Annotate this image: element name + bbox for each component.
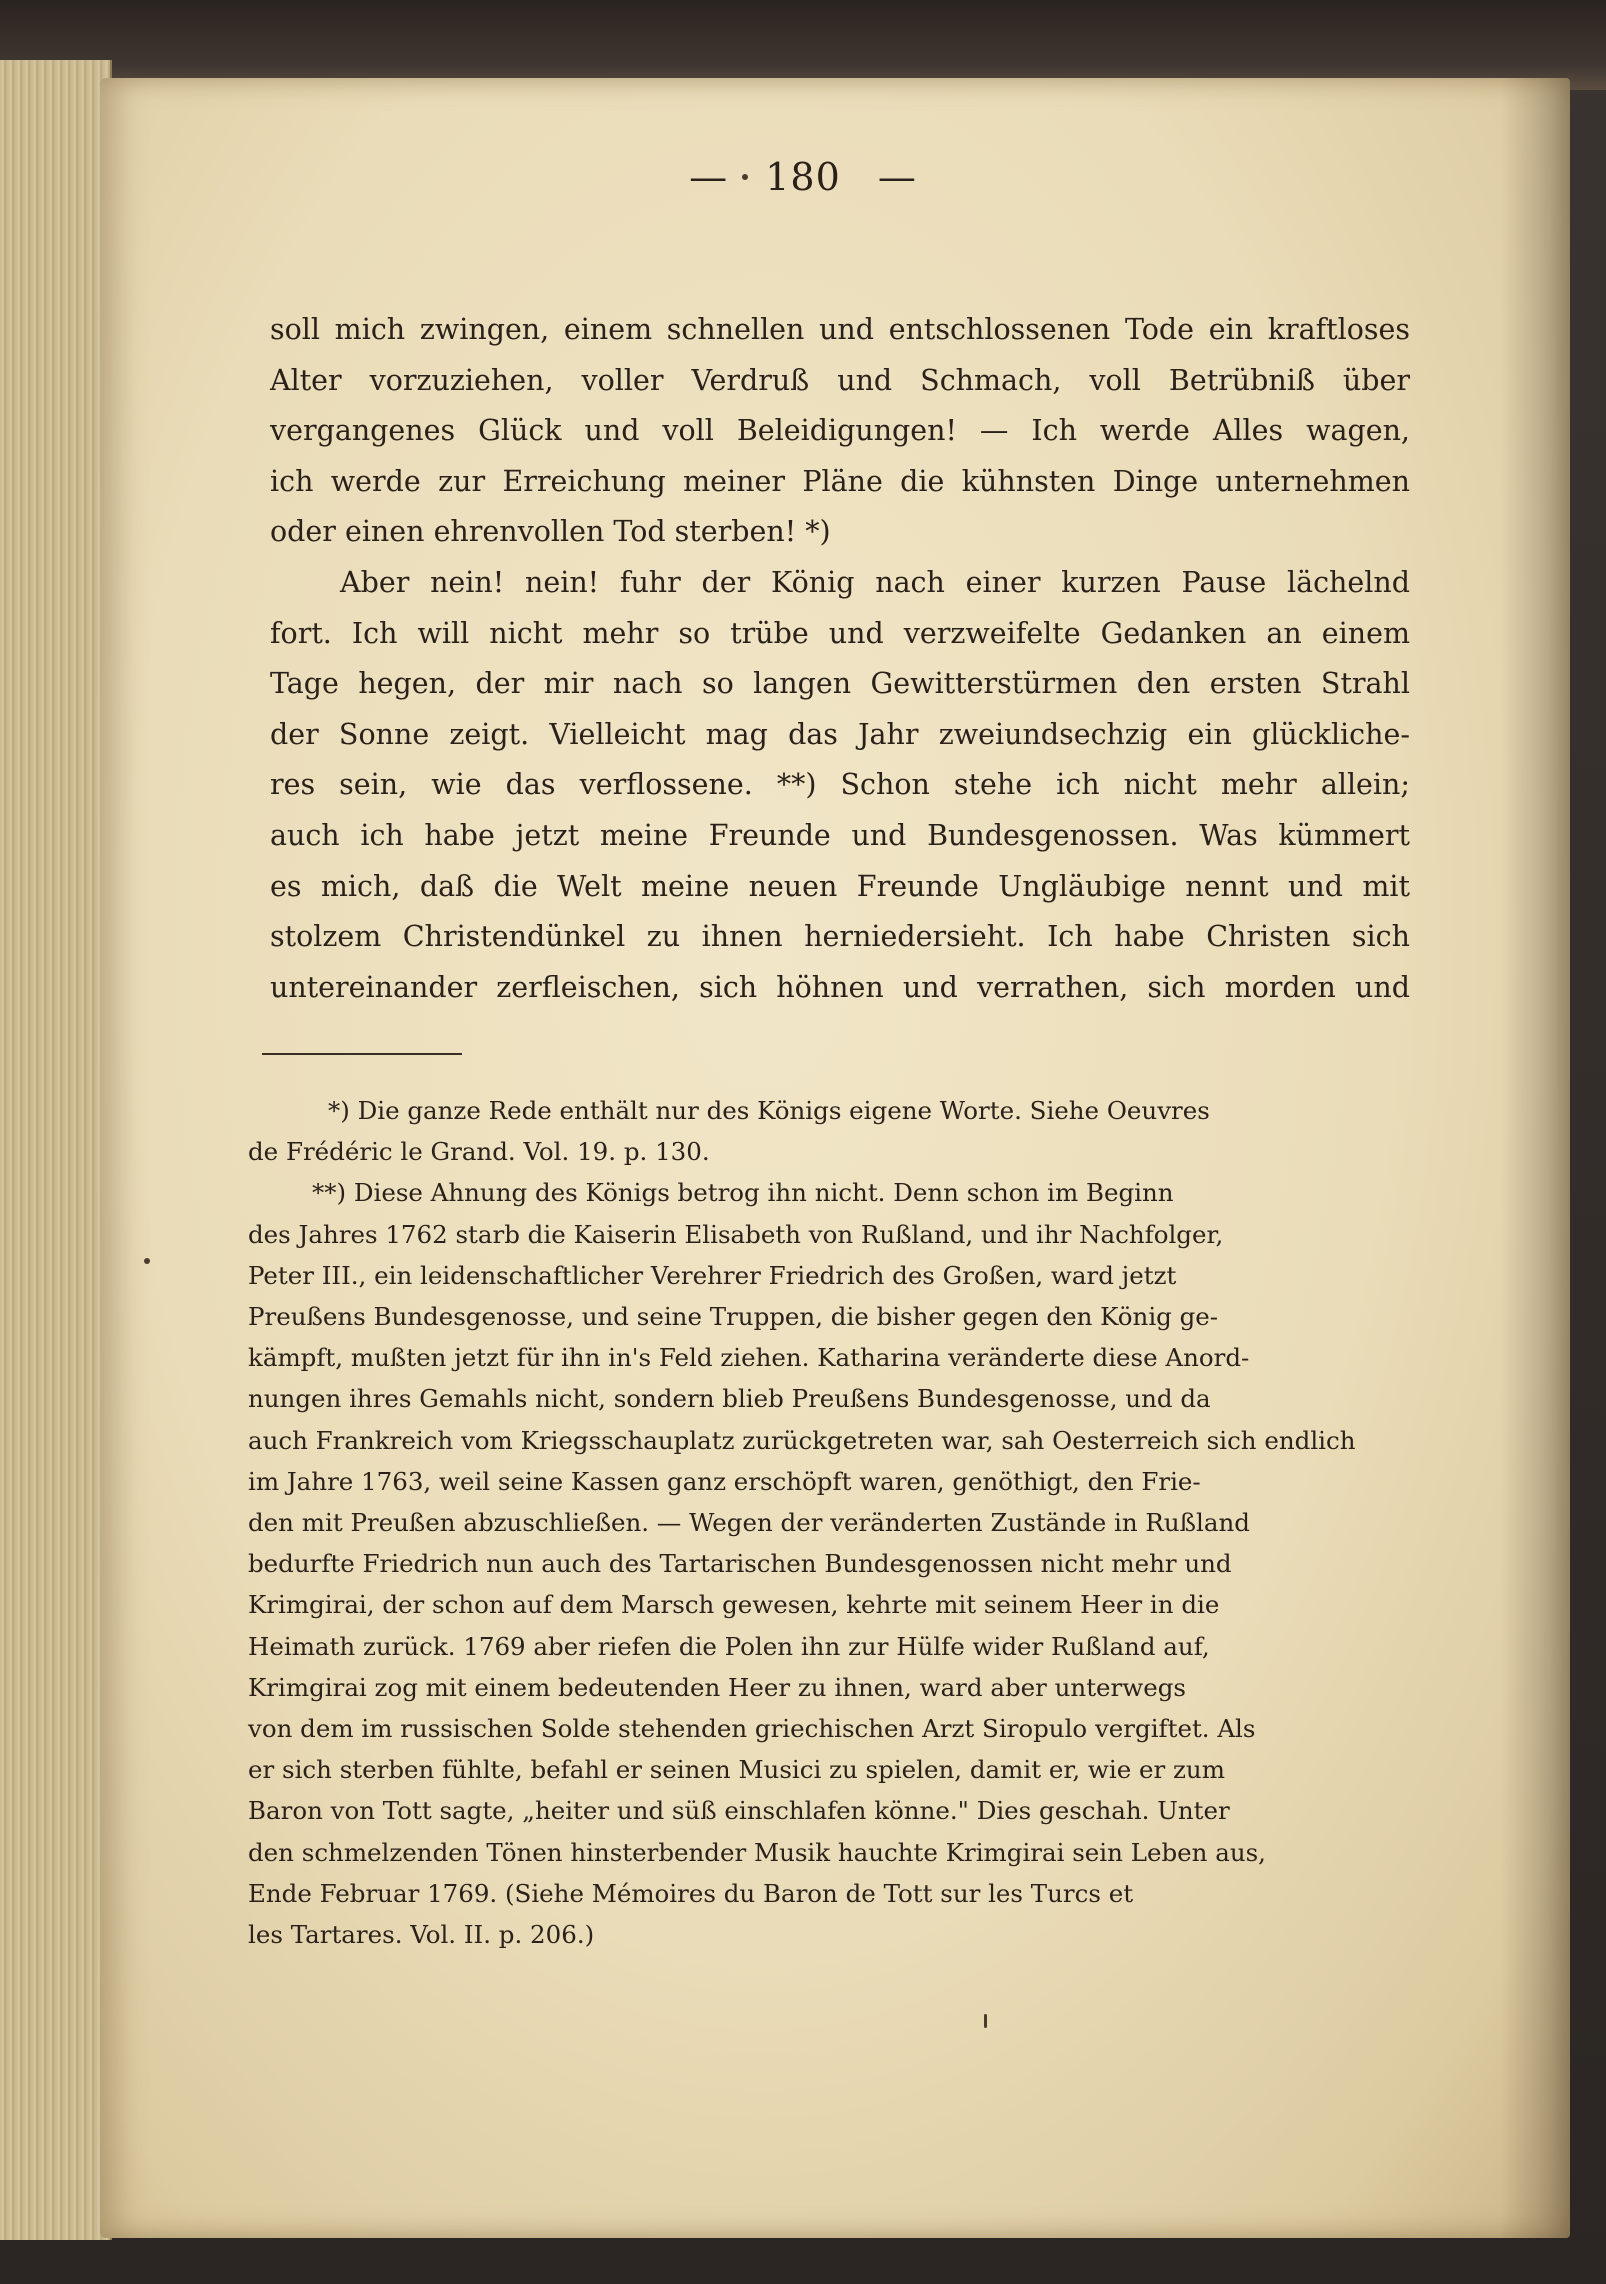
body-text [270,305,1410,1013]
footnote-line: von dem im russischen Solde stehenden griechischen Arzt Siropulo vergiftet. Als [248,1714,1256,1744]
body-line: untereinander zerfleischen, sich höhnen und verrathen, sich morden und [270,970,1410,1004]
paper-speck [742,174,748,180]
footnote-line: Heimath zurück. 1769 aber riefen die Polen ihn zur Hülfe wider Rußland auf, [248,1631,1210,1661]
gutter-shadow [1500,78,1570,2238]
footnote-line: auch Frankreich vom Kriegsschauplatz zurückgetreten war, sah Oesterreich sich endlich [248,1425,1356,1455]
body-line: Tage hegen, der mir nach so langen Gewitterstürmen den ersten Strahl [270,667,1410,701]
footnotes [248,1090,1390,1955]
body-line: Alter vorzuziehen, voller Verdruß und Schmach, voll Betrübniß über [270,363,1410,397]
footnote-line: kämpft, mußten jetzt für ihn in's Feld ziehen. Katharina veränderte diese Anord- [248,1343,1250,1373]
footnote-line: Krimgirai, der schon auf dem Marsch gewesen, kehrte mit seinem Heer in die [248,1590,1220,1620]
footnote-line: den schmelzenden Tönen hinsterbender Musik hauchte Krimgirai sein Leben aus, [248,1837,1266,1867]
footnote-text: **) Diese Ahnung des Königs betrog ihn nicht. Denn schon im Beginn [312,1178,1174,1208]
footnote-line [248,1172,1390,1213]
header-dash-left: — [689,155,729,199]
footnote-line: des Jahres 1762 starb die Kaiserin Elisabeth von Rußland, und ihr Nachfolger, [248,1219,1224,1249]
footnote-line: im Jahre 1763, weil seine Kassen ganz erschöpft waren, genöthigt, den Frie- [248,1466,1201,1496]
body-line: oder einen ehrenvollen Tod sterben! *) [270,515,831,549]
paper-speck [144,1258,150,1264]
footnote-line: les Tartares. Vol. II. p. 206.) [248,1920,595,1950]
footnote-line [248,1090,1390,1131]
footnote-line: Ende Februar 1769. (Siehe Mémoires du Baron de Tott sur les Turcs et [248,1878,1134,1908]
body-line: Aber nein! nein! fuhr der König nach einer kurzen Pause lächelnd [340,565,1410,599]
page-header [0,155,1606,199]
body-line: auch ich habe jetzt meine Freunde und Bundesgenossen. Was kümmert [270,818,1410,852]
body-line: res sein, wie das verflossene. **) Schon stehe ich nicht mehr allein; [270,768,1410,802]
body-line: soll mich zwingen, einem schnellen und entschlossenen Tode ein kraftloses [270,313,1410,346]
body-line: es mich, daß die Welt meine neuen Freunde Ungläubige nennt und mit [270,869,1410,903]
body-line: vergangenes Glück und voll Beleidigungen! — Ich werde Alles wagen, [270,414,1410,448]
footnote-line: nungen ihres Gemahls nicht, sondern blieb Preußens Bundesgenosse, und da [248,1384,1211,1414]
body-line: fort. Ich will nicht mehr so trübe und verzweifelte Gedanken an einem [270,616,1410,650]
paper-speck [984,2014,987,2028]
footnote-line: Baron von Tott sagte, „heiter und süß einschlafen könne." Dies geschah. Unter [248,1796,1230,1826]
footnote-line: Krimgirai zog mit einem bedeutenden Heer zu ihnen, ward aber unterwegs [248,1672,1186,1702]
footnote-line: Preußens Bundesgenosse, und seine Truppen, die bisher gegen den König ge- [248,1302,1219,1332]
footnote-line: de Frédéric le Grand. Vol. 19. p. 130. [248,1137,710,1167]
footnote-line: Peter III., ein leidenschaftlicher Verehrer Friedrich des Großen, ward jetzt [248,1260,1177,1290]
footnote-line: den mit Preußen abzuschließen. — Wegen der veränderten Zustände in Rußland [248,1508,1250,1538]
body-line: stolzem Christendünkel zu ihnen herniedersieht. Ich habe Christen sich [270,920,1410,954]
book-cover-edge [0,0,1606,90]
footnote-text: *) Die ganze Rede enthält nur des Königs eigene Worte. Siehe Oeuvres [328,1096,1210,1125]
page-number: 180 [765,155,841,199]
footnote-rule [262,1053,462,1055]
page-stack-edge [0,60,112,2240]
body-line: ich werde zur Erreichung meiner Pläne die kühnsten Dinge unternehmen [270,464,1410,498]
header-dash-right: — [877,155,917,199]
body-line: der Sonne zeigt. Vielleicht mag das Jahr zweiundsechzig ein glückliche- [270,717,1410,751]
footnote-line: er sich sterben fühlte, befahl er seinen Musici zu spielen, damit er, wie er zum [248,1755,1225,1785]
footnote-line: bedurfte Friedrich nun auch des Tartarischen Bundesgenossen nicht mehr und [248,1549,1232,1579]
